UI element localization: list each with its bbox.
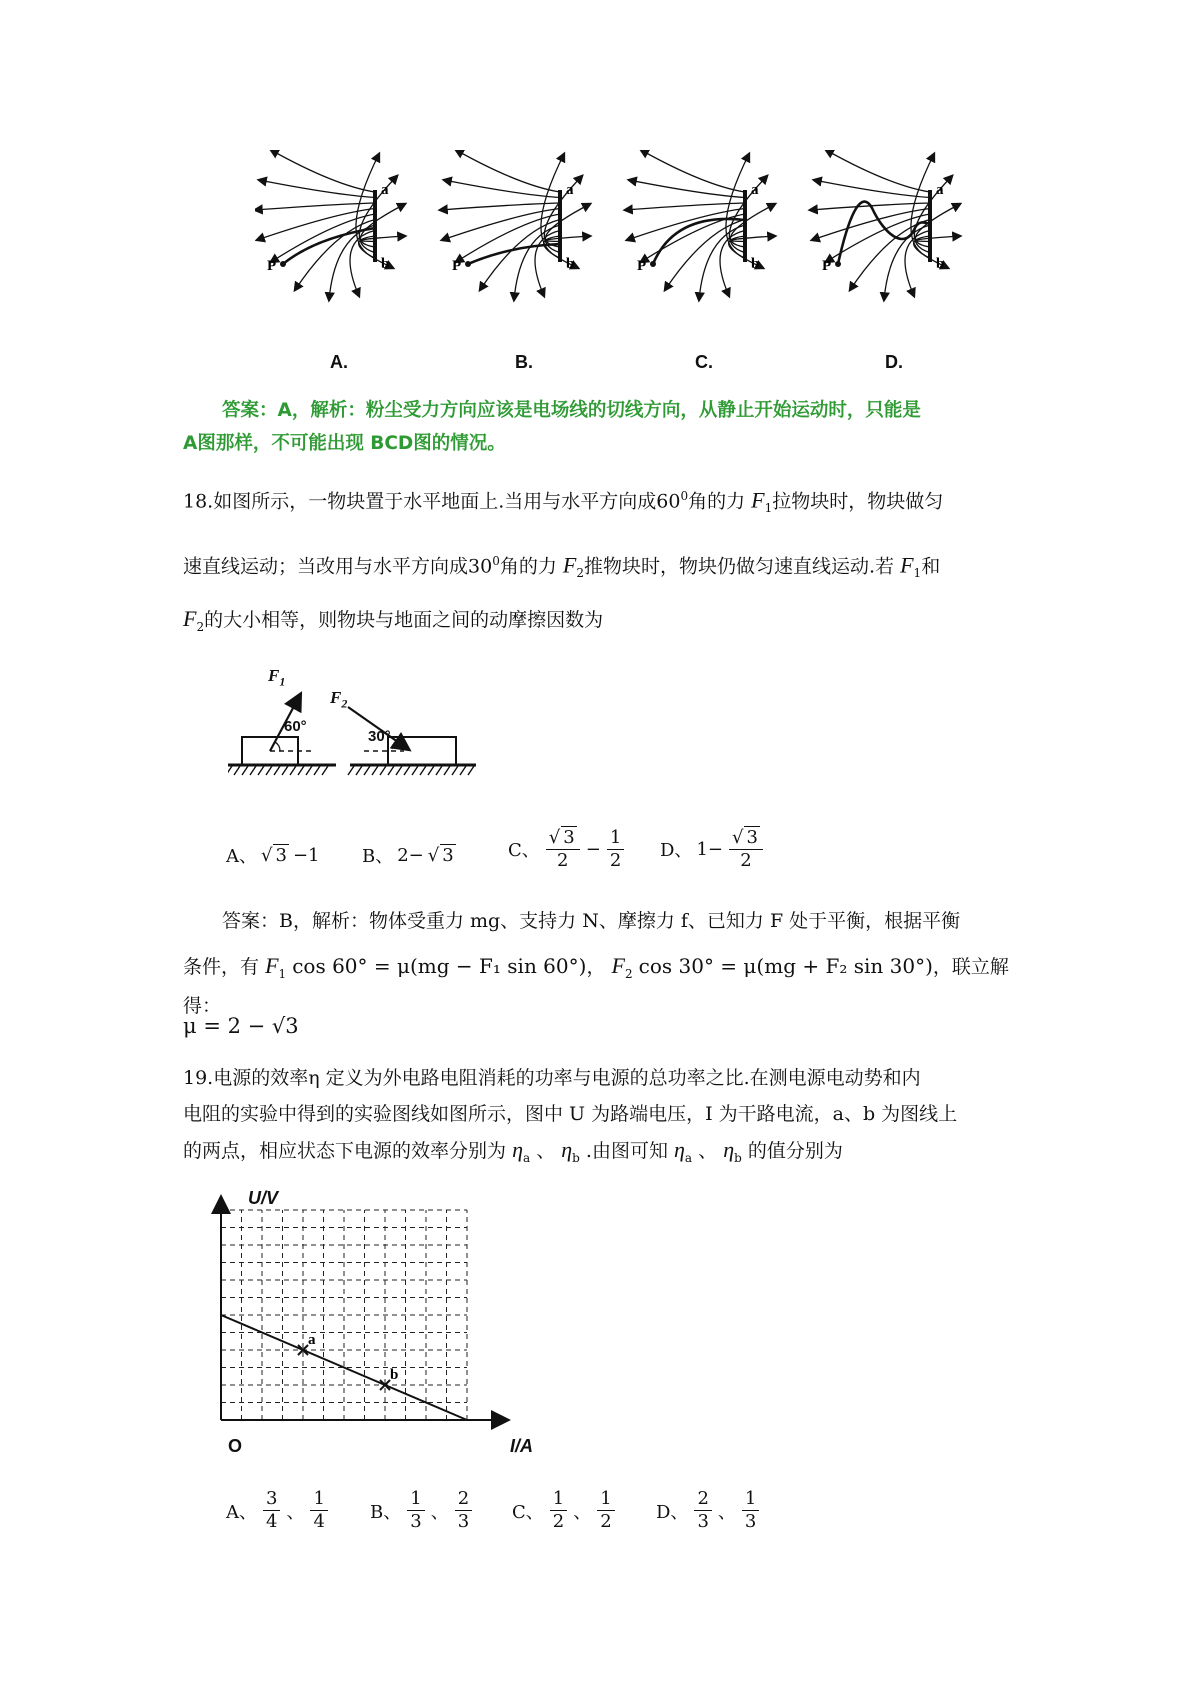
- plate-end-a: a: [566, 182, 574, 198]
- q18-line3: $F_2$的大小相等，则物块与地面之间的动摩擦因数为: [183, 606, 604, 634]
- field-line: [884, 225, 930, 300]
- q18-line2: 速直线运动；当改用与水平方向成$30^0$角的力 $F_2$推物块时，物块仍做匀速直线运动.若 $F_1$和: [183, 552, 941, 581]
- q18-angle-30: 30°: [368, 728, 391, 745]
- point-p-label: P: [637, 258, 647, 274]
- q18-line1: 18.如图所示，一物块置于水平地面上.当用与水平方向成$60^0$角的力 $F_1$拉物块时，物块做匀: [183, 487, 944, 516]
- q18-f1-label: $F_1$: [268, 666, 286, 689]
- u-i-chart: [205, 1190, 565, 1460]
- q19-option-d[interactable]: D、 $\frac{2}{3}$ 、 $\frac{1}{3}$: [656, 1488, 761, 1533]
- q18-option-d[interactable]: D、 1− $\frac{√ 3}{2}$: [660, 826, 765, 872]
- field-line: [699, 225, 745, 300]
- field-diagram-a: [255, 150, 405, 300]
- plate-end-b: b: [566, 256, 575, 272]
- q18-angle-60: 60°: [284, 718, 307, 735]
- q18-answer-line2: 条件，有 $F_1$ cos 60° = μ(mg − F₁ sin 60°)， $F_2$ cos 30° = μ(mg + F₂ sin 30°)，联立解得：: [183, 953, 1009, 1017]
- q18-option-c[interactable]: C、 $\frac{√ 3}{2}$ − $\frac{1}{2}$: [508, 826, 626, 872]
- field-line: [255, 203, 375, 210]
- field-diagram-c: [625, 150, 775, 300]
- q17-answer-line1: 答案：A，解析：粉尘受力方向应该是电场线的切线方向，从静止开始运动时，只能是: [222, 400, 921, 421]
- q19-option-c[interactable]: C、 $\frac{1}{2}$ 、 $\frac{1}{2}$: [512, 1488, 617, 1533]
- field-line: [440, 203, 560, 210]
- field-line: [730, 204, 775, 247]
- q17-answer: [222, 395, 1042, 427]
- q19-line1: 19.电源的效率η 定义为外电路电阻消耗的功率与电源的总功率之比.在测电源电动势和内: [183, 1067, 921, 1089]
- point-b-label: b: [390, 1367, 399, 1383]
- plate-end-b: b: [381, 256, 390, 272]
- diagram-label-b: B.: [515, 352, 533, 372]
- y-axis-label: U/V: [248, 1188, 279, 1208]
- x-axis-label: I/A: [510, 1436, 534, 1456]
- q19-line3: 的两点，相应状态下电源的效率分别为 $\eta_a$ 、 $\eta_b$ .由图可知 $\eta_a$ 、 $\eta_b$ 的值分别为: [183, 1137, 843, 1165]
- q18-force-figure: [228, 665, 488, 785]
- plate-end-a: a: [936, 182, 944, 198]
- field-diagram-b: [440, 150, 590, 300]
- field-line: [915, 204, 960, 247]
- q18-answer-line1: 答案：B，解析：物体受重力 mg、支持力 N、摩擦力 f、已知力 F 处于平衡，根据平衡: [222, 910, 961, 932]
- q19-line2: 电阻的实验中得到的实验图线如图所示，图中 U 为路端电压，I 为干路电流，a、b 为图线上: [183, 1103, 958, 1125]
- plate-end-b: b: [936, 256, 945, 272]
- point-p-label: P: [452, 258, 462, 274]
- q18-option-a[interactable]: A、 √ 3 −1: [226, 844, 320, 867]
- q19-option-a[interactable]: A、 $\frac{3}{4}$ 、 $\frac{1}{4}$: [226, 1488, 330, 1533]
- ground-left: [228, 765, 336, 775]
- q17-answer-cont: [183, 428, 1028, 460]
- diagram-label-a: A.: [330, 352, 348, 372]
- q18-option-b[interactable]: B、 2− √ 3: [362, 844, 454, 867]
- field-line: [514, 225, 560, 300]
- field-line-diagrams: [255, 150, 965, 380]
- q18-f2-label: $F_2$: [330, 688, 348, 711]
- field-diagram-d: [810, 150, 960, 300]
- field-line: [360, 204, 405, 247]
- diagram-label-c: C.: [695, 352, 713, 372]
- plate-end-a: a: [381, 182, 389, 198]
- chart-grid: [221, 1210, 467, 1420]
- diagram-label-d: D.: [885, 352, 903, 372]
- origin-label: O: [228, 1436, 243, 1456]
- q17-answer-line2: A图那样，不可能出现 BCD图的情况。: [183, 433, 506, 454]
- plate-end-a: a: [751, 182, 759, 198]
- q19-option-b[interactable]: B、 $\frac{1}{3}$ 、 $\frac{2}{3}$: [370, 1488, 474, 1533]
- plate-end-b: b: [751, 256, 760, 272]
- point-p-label: P: [822, 258, 832, 274]
- field-line: [545, 204, 590, 247]
- q18-answer-result: μ = 2 − √3: [183, 1014, 299, 1038]
- ground-right: [348, 765, 476, 775]
- point-a-label: a: [308, 1332, 316, 1348]
- point-p-label: P: [267, 258, 277, 274]
- field-line: [625, 203, 745, 210]
